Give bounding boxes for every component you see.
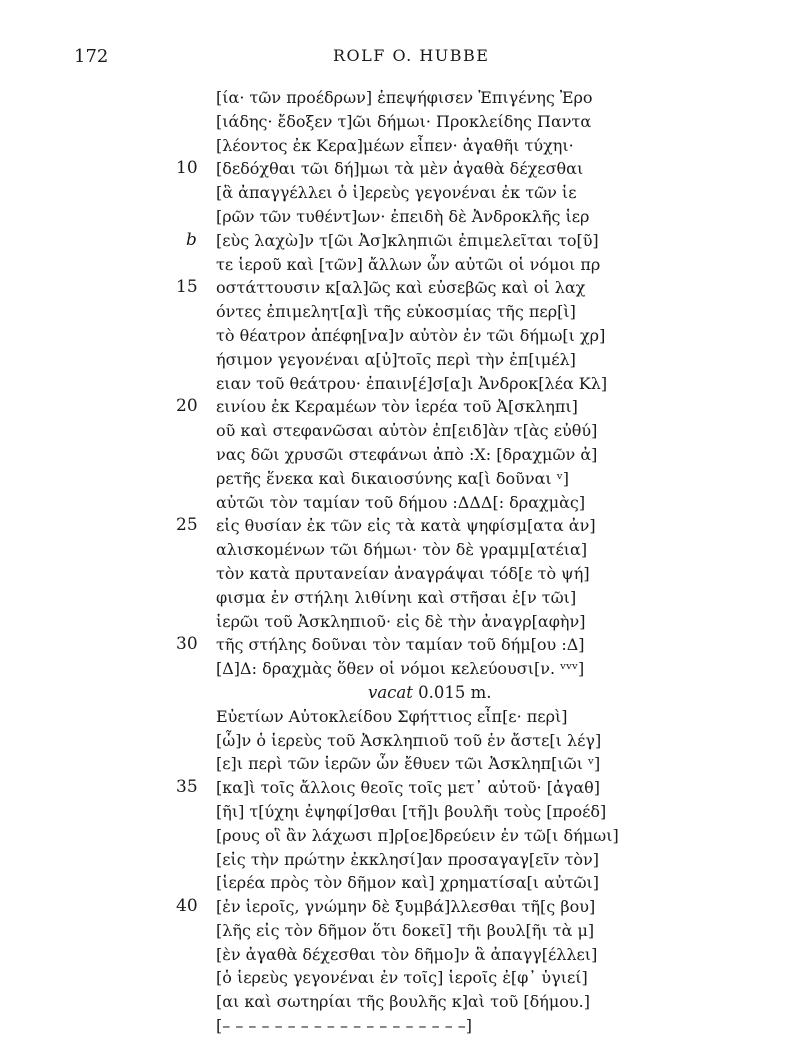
line-text: ἱερῶι τοῦ Ἀσκληπιοῦ· εἰς δὲ τὴν ἀναγρ[αφὴν] [216, 611, 586, 631]
inscription-line [0, 705, 805, 729]
line-text: οστάττουσιν κ[αλ]ῶς καὶ εὐσεβῶς καὶ οἱ λαχ [216, 278, 586, 298]
line-text: [ἐν ἱεροῖς, γνώμην δὲ ξυμβά]λλεσθαι τῆ[ς βου] [216, 897, 596, 917]
line-number: 30 [176, 634, 198, 655]
inscription-line [0, 205, 805, 229]
line-number: b [186, 229, 197, 250]
line-text: αὐτῶι τὸν ταμίαν τοῦ δήμου :ΔΔΔ[: δραχμὰς] [216, 492, 586, 512]
line-text: ειαν τοῦ θεάτρου· ἐπαιν[έ]σ[α]ι Ἀνδροκ[λέα Κλ] [216, 373, 608, 393]
line-text: Εὐετίων Αὐτοκλείδου Σφήττιος εἶπ[ε· περὶ] [216, 706, 568, 726]
line-text: νας δῶι χρυσῶι στεφάνωι ἀπὸ :Χ: [δραχμῶν ἀ] [216, 444, 598, 464]
line-text: [κα]ὶ τοῖς ἄλλοις θεοῖς τοῖς μετ᾽ αὐτοῦ· [ἀγαθ] [216, 778, 600, 798]
inscription-line [0, 943, 805, 967]
inscription-line [0, 253, 805, 277]
inscription-line [0, 229, 805, 253]
line-text: [λέοντος ἐκ Κερα]μέων εἶπεν· ἀγαθῆι τύχηι· [216, 135, 574, 155]
line-text: [ἃ ἀπαγγέλλει ὁ ἱ]ερεὺς γεγονέναι ἐκ τῶν ἱε [216, 183, 577, 203]
inscription-line [0, 86, 805, 110]
inscription-line [0, 848, 805, 872]
line-text: [– – – – – – – – – – – – – – – – – – –] [216, 1016, 473, 1036]
inscription-line [0, 276, 805, 300]
inscription-line [0, 610, 805, 634]
line-text: εινίου ἐκ Κεραμέων τὸν ἱερέα τοῦ Ἀ[σκληπι] [216, 397, 578, 417]
line-text: αλισκομένων τῶι δήμωι· τὸν δὲ γραμμ[ατέια] [216, 540, 588, 560]
line-text: ήσιμον γεγονέναι α[ὐ]τοῖς περὶ τὴν ἐπ[ιμέλ] [216, 349, 576, 369]
line-number: 10 [176, 158, 198, 179]
inscription-line [0, 966, 805, 990]
line-text: [ε]ι περὶ τῶν ἱερῶν ὧν ἔθυεν τῶι Ἀσκληπ[ιῶι ᵛ] [216, 754, 601, 774]
line-text: [ρους οἳ ἂν λάχωσι π]ρ[οε]δρεύειν ἐν τῶ[ι δήμωι] [216, 825, 619, 845]
inscription-text [0, 86, 805, 1038]
inscription-line [0, 134, 805, 158]
inscription-line [0, 181, 805, 205]
inscription-line [0, 372, 805, 396]
inscription-line [0, 800, 805, 824]
inscription-line [0, 824, 805, 848]
line-text: [ρῶν τῶν τυθέντ]ων· ἐπειδὴ δὲ Ἀνδροκλῆς ἱερ [216, 206, 590, 226]
line-number: 40 [176, 896, 198, 917]
inscription-line [0, 895, 805, 919]
line-text: [ὁ ἱερεὺς γεγονέναι ἐν τοῖς] ἱεροῖς ἐ[φ᾽ ὑγιεί] [216, 968, 588, 988]
inscription-line [0, 990, 805, 1014]
line-text: φισμα ἐν στήληι λιθίνηι καὶ στῆσαι ἐ[ν τῶι] [216, 587, 577, 607]
inscription-line [0, 776, 805, 800]
page-number: 172 [74, 46, 109, 67]
vacat-word: vacat [368, 682, 413, 702]
inscription-line [0, 538, 805, 562]
inscription-line [0, 562, 805, 586]
inscription-line [0, 110, 805, 134]
line-number: 25 [176, 515, 198, 536]
inscription-line [0, 324, 805, 348]
inscription-line [0, 514, 805, 538]
line-text: τὸν κατὰ πρυτανείαν ἀναγράψαι τόδ[ε τὸ ψή] [216, 563, 590, 583]
line-text: τὸ θέατρον ἀπέφη[να]ν αὐτὸν ἐν τῶι δήμω[ι χρ] [216, 325, 606, 345]
line-text: τε ἱεροῦ καὶ [τῶν] ἄλλων ὧν αὐτῶι οἱ νόμοι πρ [216, 254, 601, 274]
line-text: όντες ἐπιμελητ[α]ὶ τῆς εὐκοσμίας τῆς περ[ὶ] [216, 302, 576, 322]
line-text: [ἱερέα πρὸς τὸν δῆμον καὶ] χρηματίσα[ι αὐτῶι] [216, 873, 600, 893]
inscription-line [0, 919, 805, 943]
running-head: ROLF O. HUBBE [333, 46, 490, 65]
line-text: [αι καὶ σωτηρίαι τῆς βουλῆς κ]αὶ τοῦ [δήμου.] [216, 992, 590, 1012]
inscription-line [0, 467, 805, 491]
inscription-line [0, 300, 805, 324]
page-header [0, 46, 805, 70]
inscription-line [0, 586, 805, 610]
line-text: [Δ]Δ: δραχμὰς ὅθεν οἱ νόμοι κελεύουσι[ν. ᵛᵛᵛ] [216, 659, 585, 679]
inscription-line [0, 633, 805, 657]
line-text: [εὺς λαχὼ]ν τ[ῶι Ἀσ]κληπιῶι ἐπιμελεῖται το[ῦ] [216, 230, 599, 250]
line-text: εἰς θυσίαν ἐκ τῶν εἰς τὰ κατὰ ψηφίσμ[ατα ἀν] [216, 516, 596, 536]
line-text: [ῆι] τ[ύχηι ἐψηφί]σθαι [τῆ]ι βουλῆι τοὺς [προέδ] [216, 801, 607, 821]
line-text: [ιάδης· ἔδοξεν τ]ῶι δήμωι· Προκλείδης Παντα [216, 111, 592, 131]
line-number: 35 [176, 777, 198, 798]
line-number: 15 [176, 277, 198, 298]
line-text: [ὲν ἀγαθὰ δέχεσθαι τὸν δῆμο]ν ἃ ἀπαγγ[έλλει] [216, 944, 598, 964]
inscription-line [0, 419, 805, 443]
inscription-line [0, 871, 805, 895]
line-text: [δεδόχθαι τῶι δή]μωι τὰ μὲν ἀγαθὰ δέχεσθαι [216, 159, 584, 179]
inscription-line [0, 729, 805, 753]
line-text [368, 681, 492, 705]
line-text: [ία· τῶν προέδρων] ἐπεψήφισεν Ἐπιγένης Ἐρο [216, 88, 593, 107]
inscription-line [0, 395, 805, 419]
vacat-measure: 0.015 m. [412, 682, 492, 702]
inscription-line [0, 443, 805, 467]
inscription-line [0, 752, 805, 776]
inscription-line [0, 657, 805, 681]
inscription-line [0, 1014, 805, 1038]
line-number: 20 [176, 396, 198, 417]
line-text: ρετῆς ἕνεκα καὶ δικαιοσύνης κα[ὶ δοῦναι ᵛ] [216, 468, 569, 488]
line-text: [εἰς τὴν πρώτην ἐκκλησί]αν προσαγαγ[εῖν τὸν] [216, 849, 599, 869]
inscription-line [0, 491, 805, 515]
vacat-line [0, 681, 805, 705]
line-text: τῆς στήλης δοῦναι τὸν ταμίαν τοῦ δήμ[ου :Δ] [216, 635, 585, 655]
inscription-line [0, 157, 805, 181]
line-text: [ὧ]ν ὁ ἱερεὺς τοῦ Ἀσκληπιοῦ τοῦ ἐν ἄστε[ι λέγ] [216, 730, 602, 750]
line-text: οῦ καὶ στεφανῶσαι αὐτὸν ἐπ[ειδ]ὰν τ[ὰς εὐθύ] [216, 421, 598, 441]
line-text: [λῆς εἰς τὸν δῆμον ὅτι δοκεῖ] τῆι βουλ[ῆι τὰ μ] [216, 920, 595, 940]
inscription-line [0, 348, 805, 372]
